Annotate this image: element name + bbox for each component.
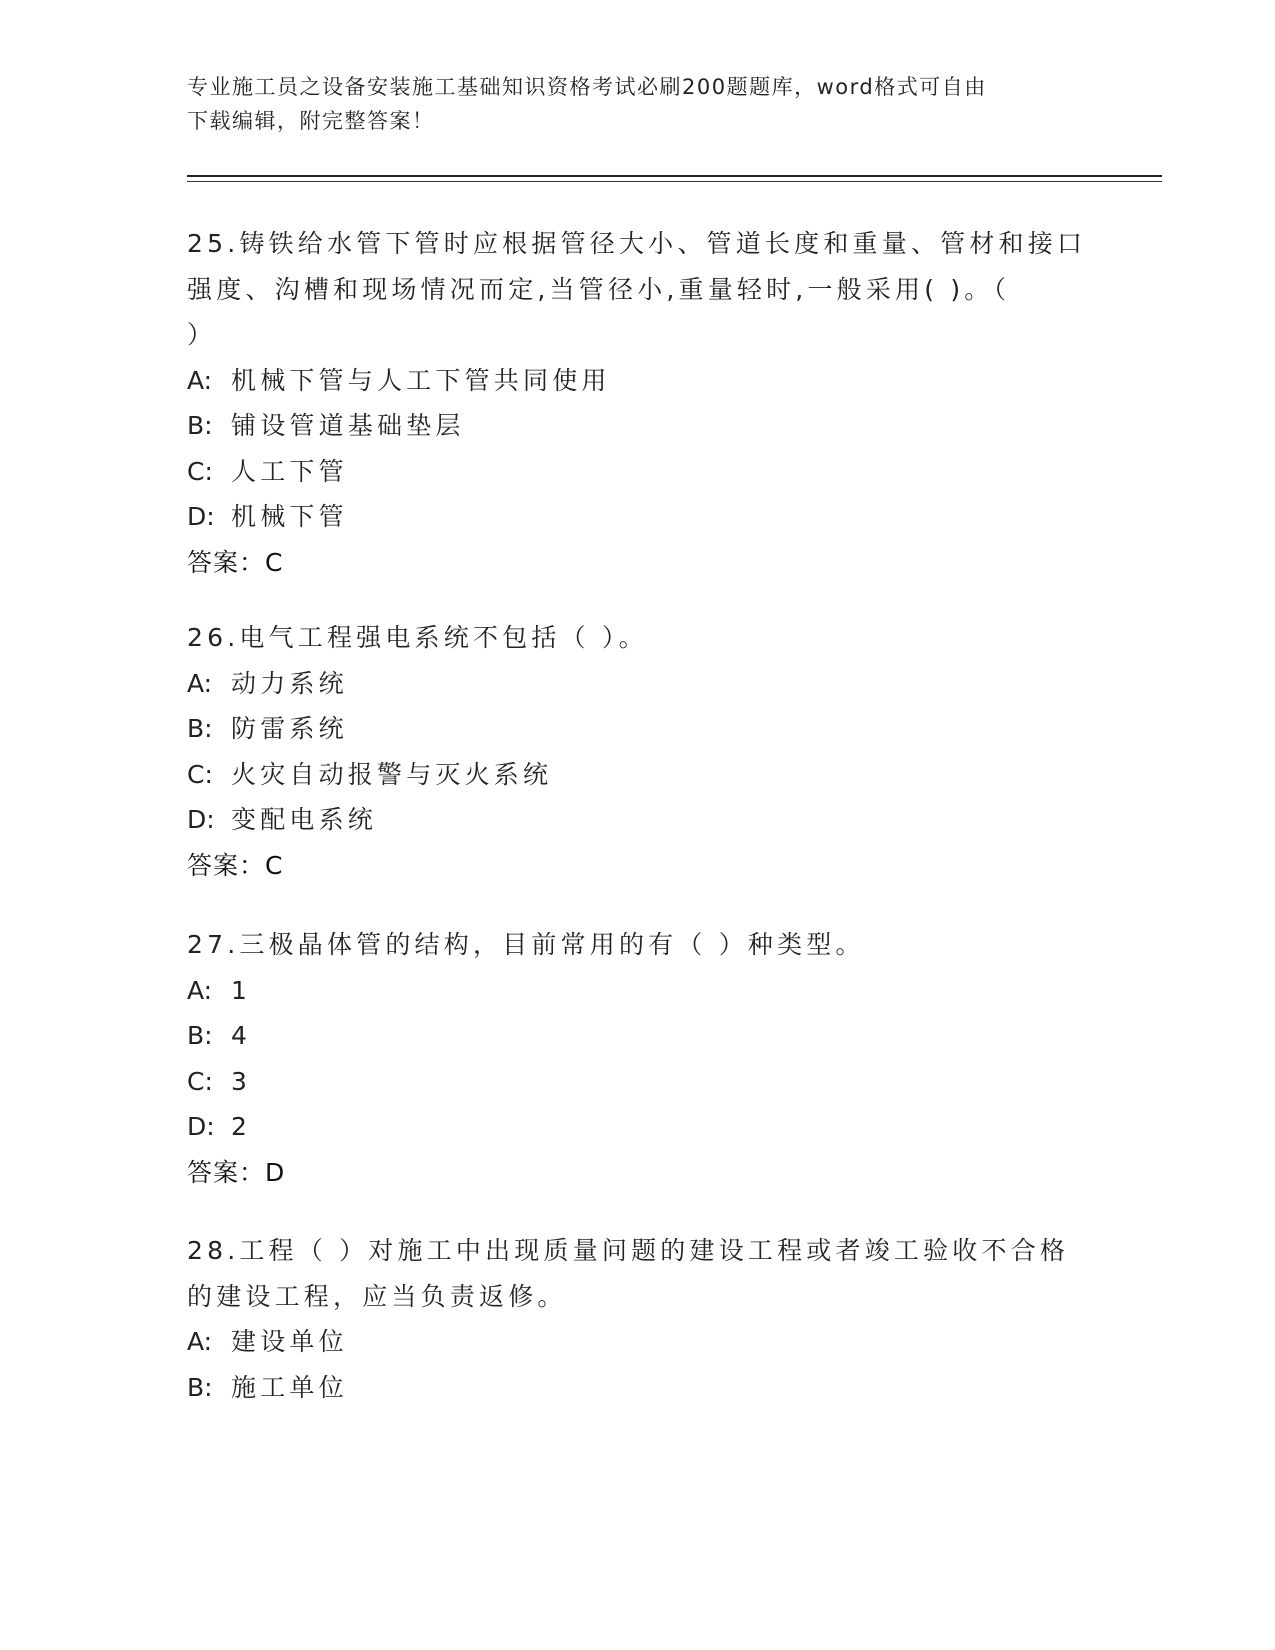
option-a [187,661,1107,707]
option-letter: C: [187,1066,213,1096]
question-26 [187,615,1107,888]
option-text: 铺设管道基础垫层 [231,411,465,440]
option-letter: D: [187,502,215,531]
option-c [187,752,1107,798]
answer-line [187,1150,1107,1196]
option-text: 3 [231,1066,252,1096]
option-d [187,1104,1107,1150]
option-d [187,494,1107,540]
option-letter: D: [187,1112,215,1141]
option-text: 1 [231,975,252,1005]
option-text: 防雷系统 [231,714,348,743]
header-line-2: 下载编辑，附完整答案！ [187,109,435,133]
option-letter: B: [187,714,213,743]
option-letter: C: [187,456,213,486]
option-letter: B: [187,411,213,440]
option-letter: A: [187,365,213,395]
answer-label: 答案： [187,850,266,880]
document-header [187,70,1087,138]
answer-value: C [265,850,284,880]
option-text: 4 [231,1021,252,1050]
question-25 [187,221,1107,585]
option-c [187,449,1107,495]
question-stem-line: 强度、沟槽和现场情况而定,当管径小,重量轻时,一般采用( )。（ [187,274,1011,304]
option-text: 机械下管 [231,502,348,531]
option-b [187,1365,1107,1411]
answer-value: D [265,1157,286,1187]
question-stem-line: 26.电气工程强电系统不包括（ ）。 [187,623,648,652]
option-text: 人工下管 [231,456,348,486]
option-letter: D: [187,805,215,834]
header-divider-thin [187,181,1162,182]
option-letter: C: [187,759,213,789]
option-text: 施工单位 [231,1372,348,1402]
option-a [187,1319,1107,1365]
option-letter: A: [187,975,213,1005]
question-stem-line: ） [187,320,217,349]
option-text: 2 [231,1112,252,1141]
question-stem-line: 27.三极晶体管的结构，目前常用的有（ ）种类型。 [187,930,865,959]
option-b [187,403,1107,449]
answer-label: 答案： [187,1157,266,1187]
option-d [187,797,1107,843]
question-stem-line: 28.工程（ ）对施工中出现质量问题的建设工程或者竣工验收不合格 [187,1236,1070,1265]
answer-line [187,540,1107,586]
answer-value: C [265,547,284,577]
option-b [187,706,1107,752]
header-line-1: 专业施工员之设备安装施工基础知识资格考试必刷200题题库，word格式可自由 [187,75,987,99]
question-stem-line: 25.铸铁给水管下管时应根据管径大小、管道长度和重量、管材和接口 [187,229,1087,258]
option-c [187,1059,1107,1105]
question-28 [187,1228,1107,1410]
header-divider-thick [187,175,1162,177]
option-text: 火灾自动报警与灭火系统 [231,759,553,789]
question-stem-line: 的建设工程，应当负责返修。 [187,1281,567,1311]
option-letter: A: [187,668,213,698]
option-a [187,968,1107,1014]
option-letter: A: [187,1327,213,1356]
question-27 [187,922,1107,1195]
option-text: 建设单位 [231,1327,348,1356]
answer-label: 答案： [187,547,266,577]
answer-line [187,843,1107,889]
option-letter: B: [187,1021,213,1050]
option-b [187,1013,1107,1059]
document-page [187,0,1187,1650]
option-text: 变配电系统 [231,805,378,834]
option-letter: B: [187,1372,213,1402]
option-text: 机械下管与人工下管共同使用 [231,365,611,395]
option-a [187,358,1107,404]
option-text: 动力系统 [231,668,348,698]
